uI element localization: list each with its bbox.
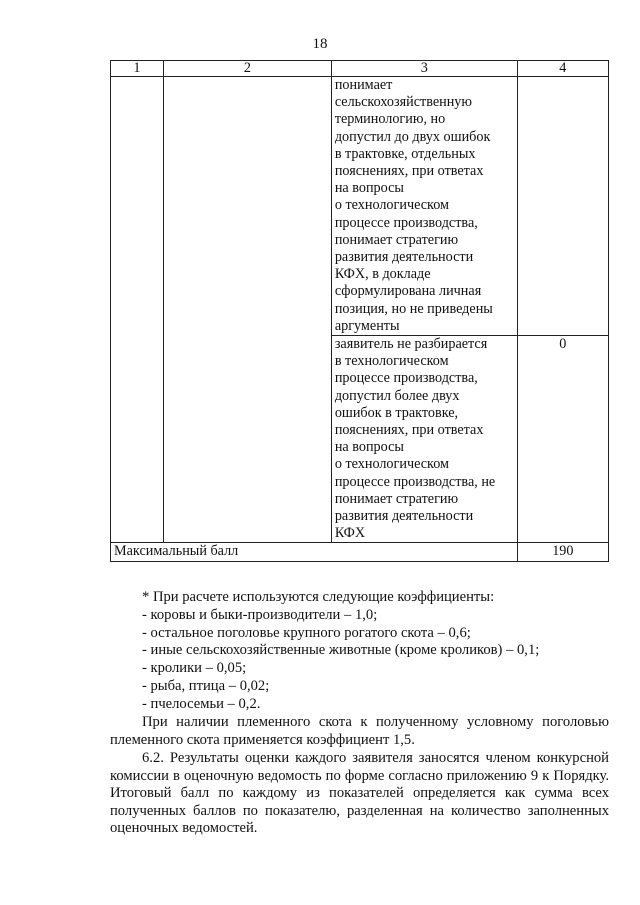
- table-row: [111, 77, 609, 336]
- criteria-line: в технологическом: [334, 353, 449, 370]
- criteria-line: сформулирована личная: [334, 283, 482, 300]
- criteria-line: процессе производства,: [334, 370, 478, 387]
- criteria-line: ошибок в трактовке,: [334, 404, 459, 421]
- paragraph: [110, 750, 609, 838]
- criteria-line: сельскохозяйственную: [334, 94, 472, 111]
- footnote-line: - коровы и быки-производители – 1,0;: [142, 606, 378, 623]
- score-cell: 0: [517, 336, 608, 543]
- criteria-line: на вопросы: [334, 439, 404, 456]
- footnote-line: - пчелосемьи – 0,2.: [142, 695, 261, 712]
- criteria-line: процессе производства,: [334, 214, 478, 231]
- footnote-line: * При расчете используются следующие коэффициенты:: [142, 589, 495, 605]
- column-header: 1: [111, 61, 164, 77]
- criteria-line: понимает: [334, 77, 393, 93]
- column-header: 2: [163, 61, 331, 77]
- criteria-line: развития деятельности: [334, 249, 474, 266]
- criteria-line: о технологическом: [334, 456, 449, 473]
- criteria-line: заявитель не разбирается: [334, 336, 488, 353]
- paragraph-text: 6.2. Результаты оценки каждого заявителя заносятся членом конкурсной комиссии в оценочную ведомость по форме согласно приложению 9 к Порядку. Итоговый балл по каждому из показателей определяется как сумма всех полученных баллов по показателю, разделенная на количество заполненных оценочных ведомостей.: [110, 750, 609, 837]
- footnote-line: - рыба, птица – 0,02;: [142, 677, 270, 694]
- criteria-line: процессе производства, не: [334, 473, 496, 490]
- paragraph-text: При наличии племенного скота к полученному условному поголовью племенного скота применяется коэффициент 1,5.: [110, 714, 609, 748]
- criteria-line: на вопросы: [334, 180, 404, 197]
- footnote-line: - иные сельскохозяйственные животные (кроме кроликов) – 0,1;: [142, 642, 540, 659]
- total-value: 190: [517, 543, 608, 561]
- total-row: [111, 543, 609, 561]
- criteria-line: терминологию, но: [334, 111, 446, 128]
- table-header-row: [111, 61, 609, 77]
- empty-cell: [163, 77, 331, 543]
- column-header: 3: [331, 61, 517, 77]
- criteria-line: КФХ, в докладе: [334, 266, 431, 283]
- criteria-line: пояснениях, при ответах: [334, 422, 484, 439]
- criteria-line: аргументы: [334, 317, 400, 334]
- criteria-line: пояснениях, при ответах: [334, 163, 484, 180]
- criteria-line: допустил более двух: [334, 387, 460, 404]
- criteria-line: понимает стратегию: [334, 231, 459, 248]
- footnote-line: - кролики – 0,05;: [142, 660, 247, 677]
- criteria-line: КФХ: [334, 525, 366, 542]
- page-number: 18: [312, 36, 328, 52]
- criteria-line: о технологическом: [334, 197, 449, 214]
- criteria-line: развития деятельности: [334, 508, 474, 525]
- criteria-line: допустил до двух ошибок: [334, 128, 491, 145]
- score-cell: [517, 77, 608, 336]
- coefficients-footnote: [142, 589, 539, 714]
- paragraph: [110, 714, 609, 749]
- empty-cell: [111, 77, 164, 543]
- criteria-cell: [331, 77, 517, 336]
- criteria-cell: [331, 336, 517, 543]
- total-label: Максимальный балл: [111, 543, 518, 561]
- criteria-line: в трактовке, отдельных: [334, 145, 476, 162]
- evaluation-table: [110, 60, 609, 562]
- column-header: 4: [517, 61, 608, 77]
- footnote-line: - остальное поголовье крупного рогатого скота – 0,6;: [142, 624, 471, 641]
- criteria-line: понимает стратегию: [334, 490, 459, 507]
- criteria-line: позиция, но не приведены: [334, 300, 493, 317]
